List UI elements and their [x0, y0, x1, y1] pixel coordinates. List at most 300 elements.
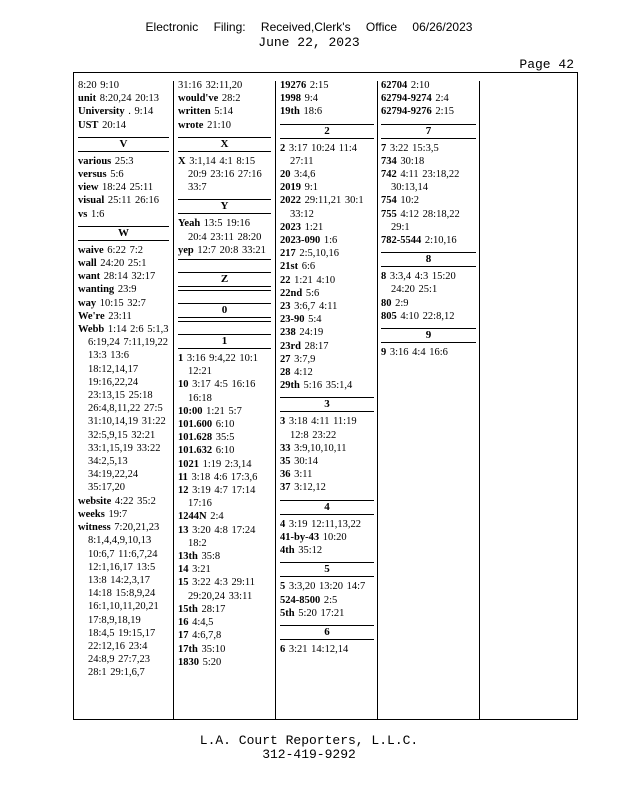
- page-line-refs: 3:4,6: [294, 169, 316, 181]
- page-line-refs: 24:19: [299, 327, 324, 339]
- index-entry: [78, 508, 169, 521]
- index-entry: [280, 274, 374, 287]
- index-entry: [381, 142, 476, 155]
- page-line-refs: 8:20,24 20:13: [99, 93, 160, 105]
- index-word: 2: [280, 142, 286, 154]
- page-line-refs: 21:10: [207, 119, 232, 131]
- header-filing: Filing:: [213, 20, 246, 34]
- index-entry: [78, 323, 169, 495]
- index-entry: [78, 257, 169, 270]
- index-word: 238: [280, 327, 296, 339]
- index-word: yep: [178, 244, 194, 256]
- index-word: 14: [178, 564, 189, 576]
- page-line-refs: 3:11: [294, 469, 313, 481]
- page-line-refs: 3:19 12:11,13,22: [288, 518, 361, 530]
- letter-heading: 0: [178, 303, 271, 318]
- index-word: 23: [280, 301, 291, 313]
- page-line-refs: 3:9,10,10,11: [294, 442, 347, 454]
- page-line-refs: 35:10: [201, 643, 226, 655]
- page-line-refs: 2:9: [395, 297, 409, 309]
- deposition-date: June 22, 2023: [258, 35, 360, 50]
- page-line-refs: 20:14: [102, 119, 126, 131]
- index-entry: [280, 366, 374, 379]
- index-word: 41-by-43: [280, 531, 320, 543]
- page-line-refs: 6:10: [215, 419, 235, 431]
- header-file-date: 06/26/2023: [412, 20, 473, 34]
- index-entry: [78, 79, 169, 92]
- index-word: 2022: [280, 195, 301, 207]
- page-line-refs: 4:4,5: [192, 617, 214, 629]
- index-entry: [280, 594, 374, 607]
- index-word: written: [178, 106, 211, 118]
- index-word: 13th: [178, 551, 198, 563]
- index-entry: [381, 310, 476, 323]
- index-entry: [178, 484, 271, 510]
- page-line-refs: 10:2: [400, 195, 420, 207]
- index-word: wrote: [178, 119, 204, 131]
- page-line-refs: 3:18 4:11 11:19 12:8 23:22: [288, 416, 357, 441]
- index-word: 62794-9274: [381, 93, 432, 105]
- index-entry: [78, 92, 169, 105]
- page-line-refs: . 9:14: [128, 106, 154, 118]
- page-line-refs: 6:22 7:2: [107, 244, 144, 256]
- index-word: 6: [280, 643, 286, 655]
- page-line-refs: 28:17: [304, 340, 329, 352]
- page-line-refs: 3:3,4 4:3 15:20 24:20 25:1: [389, 271, 456, 296]
- column-divider: [377, 81, 378, 719]
- index-word: 1830: [178, 656, 199, 668]
- page-line-refs: 3:17 4:5 16:16 16:18: [188, 379, 256, 404]
- index-word: 4th: [280, 545, 295, 557]
- letter-heading: V: [78, 137, 169, 152]
- section-divider: [178, 259, 271, 267]
- index-entry: [280, 379, 374, 392]
- index-frame: [73, 72, 578, 720]
- index-word: 12: [178, 485, 189, 497]
- page-line-refs: 5:14: [214, 106, 233, 118]
- page-line-refs: 1:21: [304, 221, 324, 233]
- index-entry: [280, 518, 374, 531]
- index-word: 4: [280, 518, 286, 530]
- page-line-refs: 13:5 19:16 20:4 23:11 28:20: [188, 218, 262, 243]
- page-line-refs: 6:10: [215, 445, 235, 457]
- index-word: waive: [78, 244, 104, 256]
- index-entry: [280, 313, 374, 326]
- page-line-refs: 5:20 17:21: [298, 607, 345, 619]
- page-number: Page 42: [519, 57, 574, 72]
- index-word: visual: [78, 195, 105, 207]
- index-word: versus: [78, 169, 107, 181]
- index-entry: [178, 352, 271, 378]
- index-entry: [178, 92, 271, 105]
- index-word: 13: [178, 524, 189, 536]
- index-entry: [280, 194, 374, 220]
- index-entry: [280, 326, 374, 339]
- index-entry: [381, 270, 476, 296]
- page-line-refs: 2:4: [435, 93, 449, 105]
- reporter-firm: L.A. Court Reporters, L.L.C.: [199, 733, 419, 748]
- page-line-refs: 6:6: [301, 261, 316, 273]
- index-word: 805: [381, 310, 397, 322]
- column-divider: [275, 81, 276, 719]
- index-word: 1: [178, 353, 184, 365]
- index-entry: [381, 168, 476, 194]
- index-entry: [178, 616, 271, 629]
- section-divider: [178, 321, 271, 329]
- index-entry: [78, 495, 169, 508]
- page-line-refs: 25:11 26:16: [107, 195, 159, 207]
- index-word: 755: [381, 208, 397, 220]
- page-line-refs: 2:4: [210, 511, 224, 523]
- header-electronic: Electronic: [145, 20, 199, 34]
- index-entry: [78, 155, 169, 168]
- index-entry: [78, 283, 169, 296]
- letter-heading: 8: [381, 252, 476, 267]
- page-line-refs: 1:6: [323, 235, 338, 247]
- index-entry: [381, 79, 476, 92]
- page-line-refs: 28:17: [201, 603, 226, 615]
- page-line-refs: 4:11 23:18,22 30:13,14: [391, 169, 460, 194]
- index-entry: [178, 656, 271, 669]
- index-entry: [178, 629, 271, 642]
- index-word: weeks: [78, 508, 105, 520]
- index-word: 782-5544: [381, 235, 422, 247]
- index-word: 35: [280, 456, 291, 468]
- index-entry: [78, 168, 169, 181]
- index-word: 5: [280, 581, 286, 593]
- index-word: 37: [280, 482, 291, 494]
- index-entry: [178, 550, 271, 563]
- page-line-refs: 2:10,16: [424, 235, 457, 247]
- index-entry: [280, 287, 374, 300]
- letter-heading: 5: [280, 562, 374, 577]
- page-line-refs: 3:21 14:12,14: [288, 643, 349, 655]
- page-line-refs: 1:6: [90, 208, 105, 220]
- page-line-refs: 31:16 32:11,20: [178, 80, 243, 91]
- index-word: 10:00: [178, 405, 203, 417]
- index-entry: [178, 643, 271, 656]
- index-word: 5th: [280, 607, 295, 619]
- page-line-refs: 5:4: [308, 314, 322, 326]
- index-word: 101.600: [178, 419, 213, 431]
- index-word: University: [78, 106, 125, 118]
- index-word: 62794-9276: [381, 106, 432, 118]
- index-entry: [280, 340, 374, 353]
- page-line-refs: 10:15 32:7: [99, 297, 146, 309]
- index-entry: [280, 105, 374, 118]
- page-line-refs: 3:6,7 4:11: [294, 301, 338, 313]
- index-entry: [280, 142, 374, 168]
- page-line-refs: 3:17 10:24 11:4 27:11: [288, 142, 357, 167]
- letter-heading: 7: [381, 124, 476, 139]
- letter-heading: 4: [280, 500, 374, 515]
- page-line-refs: 4:22 35:2: [114, 495, 156, 507]
- index-word: 101.632: [178, 445, 213, 457]
- index-entry: [280, 300, 374, 313]
- index-entry: [280, 234, 374, 247]
- page-line-refs: 28:14 32:17: [103, 271, 156, 283]
- index-entry: [381, 297, 476, 310]
- page-line-refs: 35:5: [215, 432, 235, 444]
- page-line-refs: 2:5: [323, 594, 338, 606]
- index-word: 16: [178, 617, 189, 629]
- index-word: wall: [78, 258, 97, 270]
- index-word: view: [78, 182, 99, 194]
- page-line-refs: 4:12 28:18,22 29:1: [391, 208, 460, 233]
- index-entry: [78, 194, 169, 207]
- index-word: X: [178, 155, 186, 167]
- index-word: unit: [78, 93, 97, 105]
- page-line-refs: 35:12: [298, 545, 323, 557]
- index-word: 62704: [381, 80, 408, 91]
- index-word: 17: [178, 630, 189, 642]
- page-line-refs: 2:5,10,16: [299, 248, 340, 260]
- page-line-refs: 3:12,12: [294, 482, 326, 494]
- index-word: 80: [381, 297, 392, 309]
- page-line-refs: 3:1,14 4:1 8:15 20:9 23:16 27:16 33:7: [188, 155, 262, 194]
- index-word: 19th: [280, 106, 300, 118]
- index-column-4: [381, 79, 476, 715]
- page-line-refs: 3:16 4:4 16:6: [389, 347, 448, 359]
- index-entry: [381, 346, 476, 359]
- index-entry: [78, 310, 169, 323]
- index-entry: [280, 531, 374, 544]
- index-word: 7: [381, 142, 387, 154]
- index-entry: [178, 405, 271, 418]
- index-word: 9: [381, 347, 387, 359]
- index-word: website: [78, 495, 112, 507]
- letter-heading: X: [178, 137, 271, 152]
- index-entry: [178, 105, 271, 118]
- index-entry: [280, 221, 374, 234]
- index-word: 33: [280, 442, 291, 454]
- page-line-refs: 24:20 25:1: [100, 258, 147, 270]
- index-column-3: [280, 79, 374, 715]
- index-word: 8: [381, 271, 387, 283]
- header-received: Received,Clerk's: [260, 20, 351, 34]
- index-word: 217: [280, 248, 296, 260]
- letter-heading: 9: [381, 328, 476, 343]
- index-word: 23-90: [280, 314, 305, 326]
- index-entry: [280, 643, 374, 656]
- index-entry: [280, 580, 374, 593]
- column-divider: [173, 81, 174, 719]
- index-entry: [280, 607, 374, 620]
- page-line-refs: 3:16 9:4,22 10:1 12:21: [186, 353, 259, 378]
- header-office: Office: [365, 20, 398, 34]
- index-entry: [78, 297, 169, 310]
- index-word: 524-8500: [280, 594, 321, 606]
- index-entry: [78, 270, 169, 283]
- page-line-refs: 1:14 2:6 5:1,3 6:19,24 7:11,19,22 13:3 13:6 18:12,14,17 19:16,22,24 23:13,15 25:18 26:4,8,11,22 27:5 31:10,14,19 31:22 32:5,9,15 32:21 33:1,15,19 33:22 34:2,5,13 34:19,22,24 35:17,20: [88, 324, 169, 494]
- index-word: would've: [178, 93, 219, 105]
- index-entry: [178, 418, 271, 431]
- index-entry: [381, 155, 476, 168]
- page-line-refs: 4:10 22:8,12: [400, 310, 455, 322]
- index-word: 29th: [280, 380, 300, 392]
- index-word: vs: [78, 208, 88, 220]
- index-word: various: [78, 155, 112, 167]
- letter-heading: 1: [178, 334, 271, 349]
- index-column-2: [178, 79, 271, 715]
- index-entry: [280, 415, 374, 441]
- index-word: 1244N: [178, 511, 207, 523]
- index-word: 1021: [178, 458, 199, 470]
- page-line-refs: 7:20,21,23 8:1,4,4,9,10,13 10:6,7 11:6,7,24 12:1,16,17 13:5 13:8 14:2,3,17 14:18 15:8,9,24 16:1,10,11,20,21 17:8,9,18,19 18:4,5 19:15,17 22:12,16 23:4 24:8,9 27:7,23 28:1 29:1,6,7: [88, 522, 160, 679]
- index-entry: [78, 105, 169, 118]
- index-word: 742: [381, 169, 397, 181]
- index-word: 754: [381, 195, 397, 207]
- index-entry: [280, 481, 374, 494]
- page-line-refs: 3:18 4:6 17:3,6: [191, 471, 258, 483]
- index-entry: [178, 79, 271, 92]
- section-divider: [178, 290, 271, 298]
- index-entry: [280, 353, 374, 366]
- letter-heading: Y: [178, 199, 271, 214]
- index-word: 15th: [178, 603, 198, 615]
- index-entry: [280, 247, 374, 260]
- index-word: 11: [178, 471, 188, 483]
- page-line-refs: 18:6: [303, 106, 323, 118]
- index-entry: [178, 524, 271, 550]
- index-column-1: [78, 79, 169, 715]
- index-word: 734: [381, 155, 397, 167]
- index-entry: [381, 234, 476, 247]
- index-word: want: [78, 271, 101, 283]
- letter-heading: W: [78, 226, 169, 241]
- index-entry: [280, 168, 374, 181]
- page-line-refs: 4:12: [294, 367, 313, 379]
- page-line-refs: 23:11: [108, 310, 132, 322]
- page-line-refs: 8:20 9:10: [78, 80, 119, 91]
- index-entry: [381, 105, 476, 118]
- page-line-refs: 3:7,9: [294, 353, 316, 365]
- index-entry: [178, 576, 271, 602]
- index-word: 2023: [280, 221, 301, 233]
- index-word: 21st: [280, 261, 299, 273]
- page-line-refs: 3:22 4:3 29:11 29:20,24 33:11: [188, 577, 255, 602]
- index-word: 2019: [280, 182, 301, 194]
- page-line-refs: 35:8: [201, 551, 221, 563]
- index-entry: [178, 431, 271, 444]
- index-entry: [381, 208, 476, 234]
- index-word: 101.628: [178, 432, 213, 444]
- index-word: Yeah: [178, 218, 201, 230]
- page-line-refs: 2:15: [309, 80, 329, 91]
- index-entry: [381, 92, 476, 105]
- index-word: wanting: [78, 284, 115, 296]
- index-entry: [78, 181, 169, 194]
- index-entry: [178, 378, 271, 404]
- filing-header: [0, 20, 618, 34]
- page-line-refs: 9:1: [304, 182, 319, 194]
- index-word: 3: [280, 416, 286, 428]
- page-line-refs: 1:21 5:7: [206, 405, 242, 417]
- index-entry: [280, 260, 374, 273]
- index-entry: [280, 92, 374, 105]
- index-entry: [280, 455, 374, 468]
- index-entry: [280, 442, 374, 455]
- index-word: witness: [78, 522, 111, 534]
- page-line-refs: 2:15: [435, 106, 455, 118]
- page-line-refs: 5:16 35:1,4: [303, 380, 353, 392]
- letter-heading: Z: [178, 272, 271, 287]
- index-word: 23rd: [280, 340, 301, 352]
- index-entry: [178, 603, 271, 616]
- page-line-refs: 23:9: [117, 284, 137, 296]
- column-divider: [479, 81, 480, 719]
- page-line-refs: 5:6: [110, 169, 124, 181]
- page-line-refs: 3:3,20 13:20 14:7: [288, 581, 366, 593]
- index-entry: [78, 521, 169, 679]
- index-word: 2023-090: [280, 235, 321, 247]
- page-line-refs: 9:4: [304, 93, 319, 105]
- index-word: 27: [280, 353, 291, 365]
- index-word: UST: [78, 119, 99, 131]
- page-line-refs: 3:21: [192, 564, 211, 576]
- index-entry: [280, 181, 374, 194]
- index-word: 1998: [280, 93, 301, 105]
- index-entry: [178, 471, 271, 484]
- index-entry: [78, 208, 169, 221]
- page-line-refs: 18:24 25:11: [102, 182, 154, 194]
- index-word: 22nd: [280, 287, 303, 299]
- index-entry: [78, 244, 169, 257]
- page-line-refs: 3:22 15:3,5: [389, 142, 439, 154]
- letter-heading: 6: [280, 625, 374, 640]
- page-line-refs: 30:14: [294, 456, 319, 468]
- page-line-refs: 4:6,7,8: [192, 630, 222, 642]
- index-word: We're: [78, 310, 105, 322]
- letter-heading: 2: [280, 124, 374, 139]
- index-word: 17th: [178, 643, 198, 655]
- index-entry: [178, 217, 271, 243]
- index-entry: [280, 79, 374, 92]
- page-line-refs: 1:21 4:10: [294, 274, 336, 286]
- index-entry: [280, 544, 374, 557]
- page-line-refs: 25:3: [114, 155, 134, 167]
- page-line-refs: 19:7: [108, 508, 128, 520]
- index-word: way: [78, 297, 97, 309]
- index-entry: [178, 244, 271, 257]
- index-word: 15: [178, 577, 189, 589]
- letter-heading: 3: [280, 397, 374, 412]
- index-entry: [280, 468, 374, 481]
- page-line-refs: 30:18: [400, 155, 425, 167]
- page-line-refs: 28:2: [221, 93, 241, 105]
- index-entry: [178, 563, 271, 576]
- page-line-refs: 3:20 4:8 17:24 18:2: [188, 524, 256, 549]
- index-word: 36: [280, 469, 291, 481]
- page-line-refs: 29:11,21 30:1 33:12: [290, 195, 364, 220]
- index-entry: [178, 510, 271, 523]
- page-line-refs: 2:10: [410, 80, 430, 91]
- index-word: 22: [280, 274, 291, 286]
- index-word: 28: [280, 367, 291, 379]
- index-word: Webb: [78, 324, 105, 336]
- index-entry: [381, 194, 476, 207]
- index-entry: [78, 119, 169, 132]
- index-entry: [178, 155, 271, 195]
- index-word: 10: [178, 379, 189, 391]
- index-entry: [178, 444, 271, 457]
- index-word: 19276: [280, 80, 307, 91]
- page-line-refs: 3:19 4:7 17:14 17:16: [188, 485, 256, 510]
- page-line-refs: 5:20: [202, 656, 222, 668]
- page-line-refs: 5:6: [305, 287, 320, 299]
- reporter-phone: 312-419-9292: [262, 747, 356, 762]
- index-word: 20: [280, 169, 291, 181]
